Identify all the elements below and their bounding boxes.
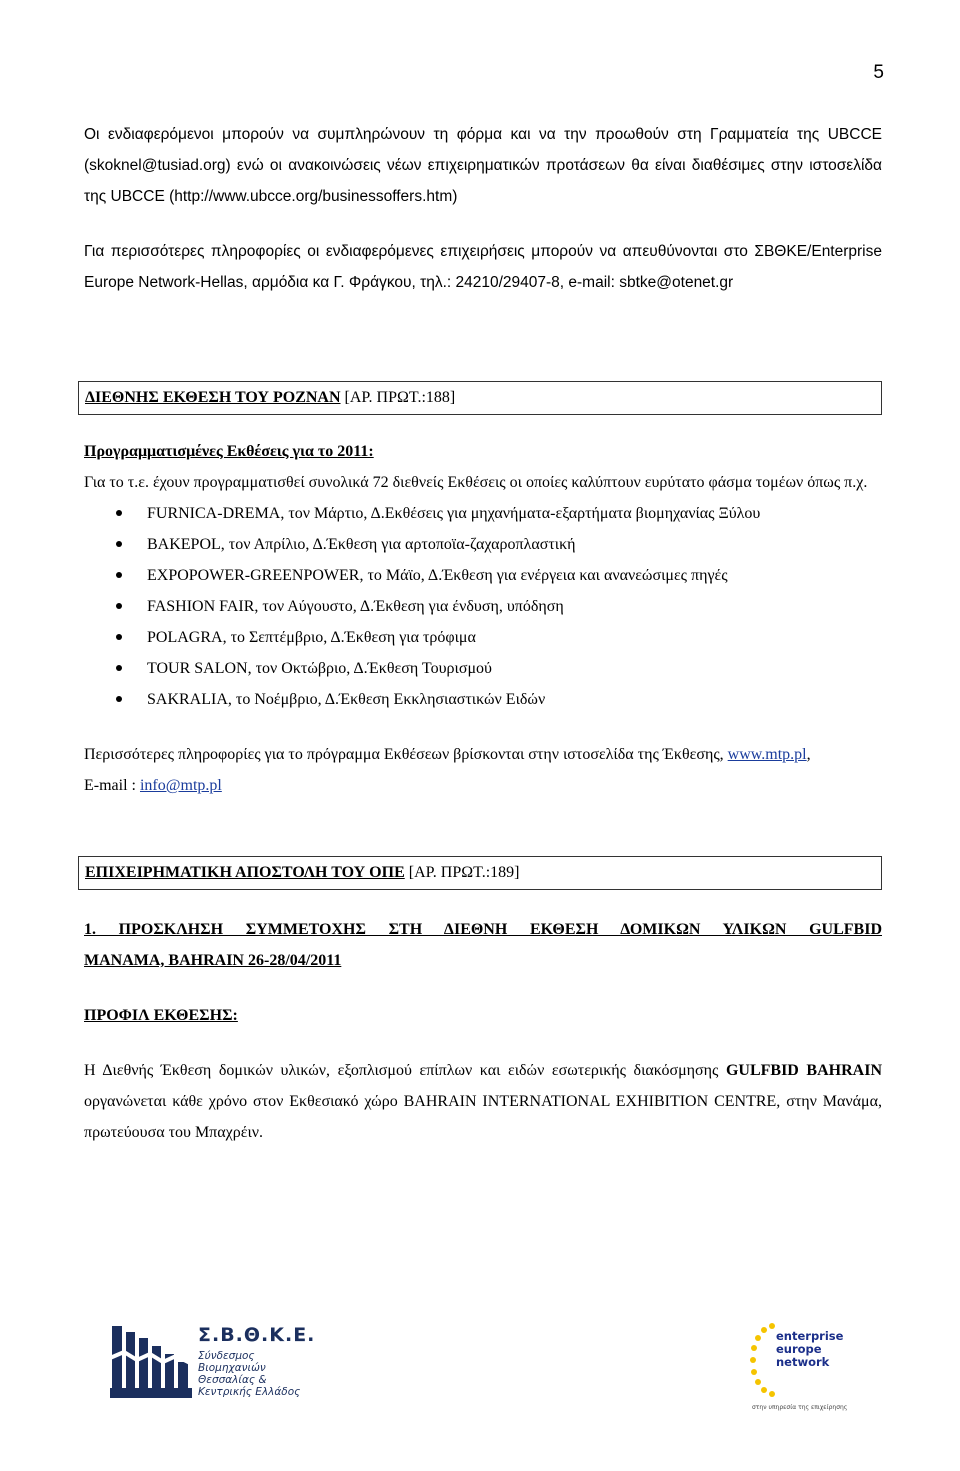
item-title-line1 — [84, 914, 882, 945]
ubcce-website-link[interactable]: http://www.ubcce.org/businessoffers.htm — [174, 188, 453, 205]
item-title-text: MANAMA, BAHRAIN 26-28/04/2011 — [84, 952, 342, 969]
item-title-line2 — [84, 945, 882, 976]
section-heading-poznan — [78, 381, 882, 415]
een-logo-line: network — [776, 1355, 830, 1369]
een-logo — [746, 1320, 876, 1415]
paragraph-intro: Για το τ.ε. έχουν προγραμματισθεί συνολικά 72 διεθνείς Εκθέσεις οι οποίες καλύπτουν ευρύτατο φάσμα τομέων όπως π.χ. — [84, 474, 868, 491]
subheading-programmed-exhibitions — [84, 436, 882, 467]
list-item: EXPOPOWER-GREENPOWER, το Μάϊο, Δ.Έκθεση για ενέργεια και ανανεώσιμες πηγές — [84, 560, 882, 591]
heading-title: ΕΠΙΧΕΙΡΗΜΑΤΙΚΗ ΑΠΟΣΤΟΛΗ ΤΟΥ ΟΠΕ — [85, 864, 405, 881]
mtp-email-link[interactable]: info@mtp.pl — [139, 777, 222, 794]
profile-heading-text: ΠΡΟΦΙΛ ΕΚΘΕΣΗΣ: — [84, 1007, 238, 1024]
item-title-text: 1. ΠΡΟΣΚΛΗΣΗ ΣΥΜΜΕΤΟΧΗΣ ΣΤΗ ΔΙΕΘΝΗ ΕΚΘΕΣΗ ΔΟΜΙΚΩΝ ΥΛΙΚΩΝ GULFBID — [84, 921, 882, 938]
een-logo-line: enterprise — [776, 1329, 844, 1343]
sbtke-logo — [108, 1318, 318, 1400]
list-item: BAKEPOL, τον Απρίλιο, Δ.Έκθεση για αρτοποϊα-ζαχαροπλαστική — [84, 529, 882, 560]
paragraph-text: Η Διεθνής Έκθεση δομικών υλικών, εξοπλισμού επίπλων και ειδών εσωτερικής διακόσμησης — [84, 1062, 726, 1079]
sbtke-email-link[interactable]: sbtke@otenet.gr — [619, 274, 734, 291]
section-heading-business-mission — [78, 856, 882, 890]
exhibitions-list — [84, 498, 882, 715]
een-logo-line: europe — [776, 1342, 822, 1356]
page-number: 5 — [873, 62, 884, 83]
sbtke-logo-text — [198, 1324, 318, 1398]
paragraph-text: Περισσότερες πληροφορίες για το πρόγραμμα Εκθέσεων βρίσκονται στην ιστοσελίδα της Έκθεσης, — [84, 746, 728, 763]
list-item: SAKRALIA, το Νοέμβριο, Δ.Έκθεση Εκκλησιαστικών Ειδών — [84, 684, 882, 715]
profile-heading — [84, 1000, 882, 1031]
paragraph-more-info — [84, 739, 882, 801]
een-logo-text — [776, 1330, 843, 1369]
factory-icon — [108, 1318, 194, 1400]
list-item: TOUR SALON, τον Οκτώβριο, Δ.Έκθεση Τουρισμού — [84, 653, 882, 684]
list-item: POLAGRA, το Σεπτέμβριο, Δ.Έκθεση για τρόφιμα — [84, 622, 882, 653]
mtp-website-link[interactable]: www.mtp.pl — [727, 746, 807, 763]
paragraph-text: Οι ενδιαφερόμενοι μπορούν να συμπληρώνουν τη φόρμα και να την προωθούν στη Γραμματεία της UBCCE ( — [84, 126, 882, 174]
ubcce-email-link[interactable]: skoknel@tusiad.org — [89, 157, 226, 174]
paragraph-text: Για περισσότερες πληροφορίες οι ενδιαφερόμενες επιχειρήσεις μπορούν να απευθύνονται στο ΣΒΘΚΕ/Enterprise Europe Network-Hellas, αρμόδια κα Γ. Φράγκου, τηλ.: 24210/29407-8, e-mail: — [84, 243, 882, 291]
email-label: E-mail : — [84, 777, 140, 794]
sbtke-logo-title: Σ.Β.Θ.Κ.Ε. — [198, 1324, 316, 1346]
list-item: FURNICA-DREMA, τον Μάρτιο, Δ.Εκθέσεις για μηχανήματα-εξαρτήματα βιομηχανίας Ξύλου — [84, 498, 882, 529]
list-item: FASHION FAIR, τον Αύγουστο, Δ.Έκθεση για ένδυση, υπόδηση — [84, 591, 882, 622]
paragraph-contact — [84, 236, 882, 298]
sbtke-logo-subtitle: Θεσσαλίας & — [198, 1374, 267, 1386]
paragraph-text: ) — [452, 188, 458, 205]
heading-ref: [ΑΡ. ΠΡΩΤ.:189] — [404, 864, 520, 881]
heading-ref: [ΑΡ. ΠΡΩΤ.:188] — [340, 389, 456, 406]
sbtke-logo-subtitle: Κεντρικής Ελλάδος — [198, 1386, 301, 1398]
paragraph-text: ) ενώ οι ανακοινώσεις νέων επιχειρηματικών προτάσεων θα είναι διαθέσιμες στην ιστοσελίδα της UBCCE ( — [84, 157, 882, 205]
paragraph-text: οργανώνεται κάθε χρόνο στον Εκθεσιακό χώρο BAHRAIN INTERNATIONAL EXHIBITION CENTRE, στην Μανάμα, πρωτεύουσα του Μπαχρέιν. — [84, 1093, 882, 1141]
exhibition-name: GULFBID BAHRAIN — [725, 1062, 882, 1079]
sbtke-logo-subtitle: Σύνδεσμος Βιομηχανιών — [198, 1350, 266, 1374]
punctuation: , — [806, 746, 811, 763]
heading-title: ΔΙΕΘΝΗΣ ΕΚΘΕΣΗ ΤΟΥ ΡΟΖΝΑΝ — [85, 389, 341, 406]
een-logo-tagline: στην υπηρεσία της επιχείρησης — [752, 1404, 848, 1411]
footer — [0, 1318, 960, 1418]
subheading-text: Προγραμματισμένες Εκθέσεις για το 2011: — [84, 443, 374, 460]
document-body — [84, 119, 882, 1148]
paragraph-profile — [84, 1055, 882, 1148]
paragraph-submission — [84, 119, 882, 212]
